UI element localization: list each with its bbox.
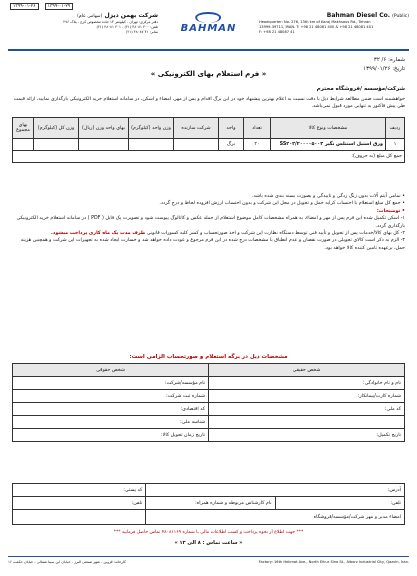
total-in-words-label: جمع کل مبلغ (به حروف): — [13, 151, 405, 163]
note-p2: ۲- کل بهای کالا/خدمات پس از تحویل و تأیید فنی توسط دستگاه نظارت این شرکت و اخذ صورتحساب و کسر کلیه کسورات قانونی ظرف مدت یک ماه کاری پرداخت میشود. — [51, 231, 405, 237]
table-row: نام و نام خانوادگی: نام مؤسسه/شرکت: — [13, 377, 405, 390]
en-company-name: Bahman Diesel Co. (Public) — [326, 12, 409, 19]
letter-number: ۶/ ۳۲ — [373, 57, 387, 63]
top-code: ۱۳۹۹-۰۱-۲۶ — [10, 3, 39, 10]
letter-date: ۱۳۹۹/۰۱/۲۶ — [363, 66, 391, 72]
en-company-address: Headquarter: No. 276, 13th km of Karaj Makhsous Rd., Tehran 13999-39711, IRAN. T: +98 21 48081 400 & +98 21 48081 401 F: +98 21 48087 41 — [259, 20, 374, 34]
table-row: تلفن: نام کارشناس مربوطه و شماره همراه: تلفن: — [13, 497, 405, 510]
intro-text: خواهشمند است ضمن مطالعه شرایط ذیل با دقت نسبت به اعلام بهترین پیشنهاد خود در این برگ اقدام و پس از مهر، امضاء و اسکن، در سامانه استعلام خرید الکترونیکی بارگذاری نمایید، ارائه قیمت طی پیش فاکتور به تنهایی مورد قبول نمی‌باشد. — [13, 97, 405, 109]
items-table — [12, 117, 405, 163]
contact-hours: « ساعت تماس : ۸ الی ۱۳ » — [174, 540, 243, 546]
col-header: واحد — [219, 118, 244, 139]
note-2: • جمع کل مبلغ استعلام با احتساب کرایه حمل و تحویل در محل این شرکت و بدون احتساب ارزش افزوده لحاظ و درج گردد. — [159, 201, 405, 207]
cell-total-weight[interactable] — [34, 139, 79, 151]
greeting: شرکت/مؤسسه /فروشگاه محترم — [316, 86, 405, 92]
cell-unit-weight[interactable] — [129, 139, 174, 151]
spec-heading: مشخصات ذیل در برگه استعلام و صورتحساب الزامی است: — [129, 354, 288, 360]
col-header: وزن واحد (کیلوگرم) — [129, 118, 174, 139]
col-header: ردیف — [386, 118, 405, 139]
note-p3: ۳- الزم به ذکر است کالای تحویلی در صورت نقصان و عدم انطباق با مشخصات درج شده در این فرم مرجوع و عودت داده خواهد شد و خسارت ایجاد شده به تجهیزات این شرکت و همچنین هزینه حمل، برعهده تامین کننده کالا خواهد بود. — [20, 238, 405, 251]
fa-company-address: دفتر مرکزی: تهران - کیلومتر ۱۳ جاده مخصوص کرج - پلاک ۲۷۶ تلفن: ۴۰۰ ۴۸۰۸۱ (۲۱) - ۴۰۱ ۴۸۰۸۱ (۲۱) نمابر: ۴۱ ۴۸۰۸۷ (۲۱) — [63, 20, 158, 34]
letterhead — [8, 12, 409, 48]
col-header: تعداد — [244, 118, 271, 139]
table-row: آدرس: کد پستی: — [13, 484, 405, 497]
cell-unit-price[interactable] — [79, 139, 129, 151]
note-1: • تمامی آیتم آلات بدون زنگ زدگی و تاییدگی و بصورت بسته بندی شده باشد. — [252, 194, 405, 199]
cell-manufacturer[interactable] — [174, 139, 219, 151]
bahman-logo: BAHMAN — [181, 12, 237, 34]
footer-fa-address: کارخانه: قزوین - شهر صنعتی البرز - خیابان ابن سینا شمالی - خیابان حکمت ۱۶ — [8, 560, 126, 564]
contact-sign-table — [12, 483, 405, 525]
col-header: بهای واحد وزن (ریال) — [79, 118, 129, 139]
col-header: بهای مجموع — [13, 118, 34, 139]
col-header: شخص حقوقی — [13, 364, 209, 377]
total-row — [13, 151, 405, 163]
header-divider — [8, 49, 409, 51]
table-row: کد ملی: کد اقتصادی: — [13, 403, 405, 416]
col-header: وزن کل (کیلوگرم) — [34, 118, 79, 139]
table-row: ۱ ورق استیل استنلس نگیر SS۲۰۲/۲۰۰۰۰۵۰۰۳ ۲۰ برگ — [13, 139, 405, 151]
spec-table — [12, 363, 405, 442]
table-row: شماره کارت/پیمانکار: شماره ثبت شرکت: — [13, 390, 405, 403]
table-row: شناسه ملی: — [13, 416, 405, 429]
top-codes — [10, 3, 73, 10]
note-3-heading: • توضیحات: — [376, 208, 405, 214]
note-p1: ۱- اسکن تکمیل شده این فرم پس از مهر و امضاء، به همراه مشخصات کامل موضوع استعلام از جمله عکس و کاتالوگ پیوست شود و تصویرت یک فایل ( PDF ) در سامانه استعلام خرید الکترونیکی بارگذاری گردد. — [16, 216, 405, 229]
letter-meta: شماره: ۶/ ۳۲ تاریخ: ۱۳۹۹/۰۱/۲۶ — [363, 57, 405, 72]
logo-arc-icon — [195, 12, 221, 23]
col-header: مشخصات ونوع کالا — [271, 118, 386, 139]
top-code: ۱۳۹۹-۰۱-۲۹ — [45, 3, 74, 10]
form-title: « فرم استعلام بهای الکترونیکی » — [150, 70, 267, 78]
table-row: تاریخ تکمیل: تاریخ زمان تحویل کالا: — [13, 429, 405, 442]
payment-note: *** جهت اطلاع از نحوه پرداخت و کسب اطلاعات مالی با شماره ۴۸۰۸۱۱۶۹ تماس حاصل فرمایید *** — [113, 530, 304, 535]
footer-en-address: Factory: 16th Hekmat Ave., North Eltr-e Sina St., Alborz Industrial City, Qazvin, Iran. — [258, 560, 409, 564]
col-header: شرکت سازنده — [174, 118, 219, 139]
cell-total-price[interactable] — [13, 139, 34, 151]
col-header: شخص حقیقی — [209, 364, 405, 377]
fa-company-name: شرکت بهمن دیزل (سهامی عام) — [77, 12, 158, 19]
page-footer — [8, 556, 409, 564]
notes — [12, 193, 405, 252]
table-row: امضاء مدیر و مهر شرکت/مؤسسه/فروشگاه — [13, 510, 405, 525]
items-header-row — [13, 118, 405, 139]
